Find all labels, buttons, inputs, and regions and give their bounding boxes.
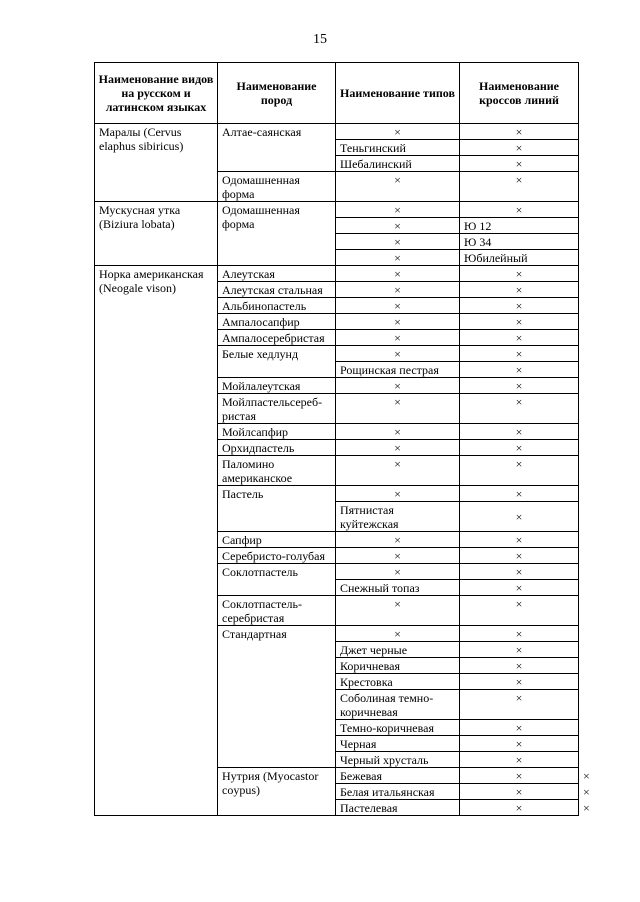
type-cell: ×	[336, 626, 460, 642]
breed-cell: Белая итальянская	[336, 784, 460, 800]
cross-cell: ×	[460, 282, 579, 298]
breed-cell: Одомашненная форма	[218, 172, 336, 202]
breed-cell: Соклотпастель-серебристая	[218, 596, 336, 626]
species-cell: Нутрия (Myocastor coypus)	[218, 768, 336, 816]
type-cell: ×	[336, 172, 460, 202]
cross-cell: ×	[460, 658, 579, 674]
table-row: Пастелевая × ×	[95, 800, 579, 816]
header-breeds: Наименование пород	[218, 63, 336, 124]
type-cell: ×	[336, 564, 460, 580]
table-row	[95, 124, 579, 140]
breed-cell: Мойлпастельсереб-ристая	[218, 394, 336, 424]
table-row	[95, 266, 579, 282]
cross-cell: ×	[460, 736, 579, 752]
type-cell: ×	[336, 424, 460, 440]
breed-cell: Соклотпастель	[218, 564, 336, 596]
cross-cell: ×	[460, 362, 579, 378]
cross-cell: ×	[460, 532, 579, 548]
type-cell: ×	[336, 456, 460, 486]
table-header-row	[95, 63, 579, 124]
breed-cell: Алтае-саянская	[218, 124, 336, 172]
header-crosses: Наименование кроссов линий	[460, 63, 579, 124]
breed-cell: Серебристо-голубая	[218, 548, 336, 564]
cross-cell: ×	[460, 266, 579, 282]
cross-cell: ×	[460, 140, 579, 156]
breed-cell: Алеутская	[218, 266, 336, 282]
type-cell: Пятнистая куйтежская	[336, 502, 460, 532]
type-cell: ×	[336, 596, 460, 626]
cross-cell: ×	[460, 486, 579, 502]
type-cell: ×	[336, 330, 460, 346]
cross-cell: ×	[460, 642, 579, 658]
breed-cell: Сапфир	[218, 532, 336, 548]
type-cell: ×	[336, 298, 460, 314]
type-cell: ×	[460, 768, 579, 784]
species-cell: Мускусная утка (Biziura lobata)	[95, 202, 218, 266]
cross-cell: ×	[460, 346, 579, 362]
cross-cell: ×	[460, 424, 579, 440]
cross-cell: ×	[460, 156, 579, 172]
type-cell: Шебалинский	[336, 156, 460, 172]
type-cell: ×	[336, 394, 460, 424]
header-species: Наименование видов на русском и латинском языках	[95, 63, 218, 124]
type-cell: ×	[336, 250, 460, 266]
cross-cell: ×	[460, 440, 579, 456]
table-row: Белая итальянская × ×	[95, 784, 579, 800]
breed-cell: Орхидпастель	[218, 440, 336, 456]
type-cell: Черная	[336, 736, 460, 752]
type-cell: ×	[336, 486, 460, 502]
cross-cell: ×	[460, 548, 579, 564]
breed-cell: Альбинопастель	[218, 298, 336, 314]
cross-cell: ×	[460, 580, 579, 596]
cross-cell: ×	[460, 330, 579, 346]
cross-cell: ×	[460, 378, 579, 394]
cross-cell: ×	[460, 394, 579, 424]
cross-cell: ×	[460, 564, 579, 580]
type-cell: Теньгинский	[336, 140, 460, 156]
type-cell: ×	[336, 532, 460, 548]
breed-cell: Паломино американское	[218, 456, 336, 486]
cross-cell: ×	[460, 202, 579, 218]
cross-cell: ×	[460, 314, 579, 330]
table-row	[95, 202, 579, 218]
type-cell: Крестовка	[336, 674, 460, 690]
type-cell: ×	[336, 234, 460, 250]
type-cell: Снежный топаз	[336, 580, 460, 596]
cross-cell: Ю 34	[460, 234, 579, 250]
cross-cell: Юбилейный	[460, 250, 579, 266]
cross-cell: ×	[460, 720, 579, 736]
type-cell: Джет черные	[336, 642, 460, 658]
table-row: Нутрия (Myocastor coypus) Бежевая × ×	[95, 768, 579, 784]
breed-cell: Ампалосеребристая	[218, 330, 336, 346]
type-cell: Рощинская пестрая	[336, 362, 460, 378]
type-cell: ×	[336, 282, 460, 298]
cross-cell: ×	[460, 674, 579, 690]
cross-cell: ×	[460, 626, 579, 642]
cross-cell: ×	[460, 752, 579, 768]
type-cell: ×	[336, 266, 460, 282]
cross-cell: ×	[460, 456, 579, 486]
type-cell: ×	[336, 440, 460, 456]
type-cell: ×	[336, 202, 460, 218]
cross-cell: Ю 12	[460, 218, 579, 234]
breed-cell: Мойлалеутская	[218, 378, 336, 394]
breed-cell: Пастелевая	[336, 800, 460, 816]
breed-cell: Мойлсапфир	[218, 424, 336, 440]
type-cell: Соболиная темно-коричневая	[336, 690, 460, 720]
type-cell: ×	[336, 548, 460, 564]
breed-cell: Одомашненная форма	[218, 202, 336, 266]
cross-cell: ×	[460, 502, 579, 532]
type-cell: ×	[336, 314, 460, 330]
page-number: 15	[313, 32, 327, 47]
type-cell: ×	[336, 124, 460, 140]
type-cell: ×	[460, 784, 579, 800]
cross-cell: ×	[460, 172, 579, 202]
header-types: Наименование типов	[336, 63, 460, 124]
type-cell: Черный хрусталь	[336, 752, 460, 768]
type-cell: Темно-коричневая	[336, 720, 460, 736]
type-cell: Коричневая	[336, 658, 460, 674]
cross-cell: ×	[460, 690, 579, 720]
type-cell: ×	[336, 218, 460, 234]
breed-cell: Белые хедлунд	[218, 346, 336, 378]
breeds-table	[94, 62, 590, 816]
cross-cell: ×	[460, 596, 579, 626]
type-cell: ×	[336, 378, 460, 394]
breed-cell: Ампалосапфир	[218, 314, 336, 330]
breed-cell: Стандартная	[218, 626, 336, 768]
cross-cell: ×	[460, 124, 579, 140]
type-cell: ×	[460, 800, 579, 816]
cross-cell: ×	[460, 298, 579, 314]
breed-cell: Пастель	[218, 486, 336, 532]
species-cell: Норка американская (Neogale vison)	[95, 266, 218, 816]
breed-cell: Алеутская стальная	[218, 282, 336, 298]
breed-cell: Бежевая	[336, 768, 460, 784]
type-cell: ×	[336, 346, 460, 362]
species-cell: Маралы (Cervus elaphus sibiricus)	[95, 124, 218, 202]
